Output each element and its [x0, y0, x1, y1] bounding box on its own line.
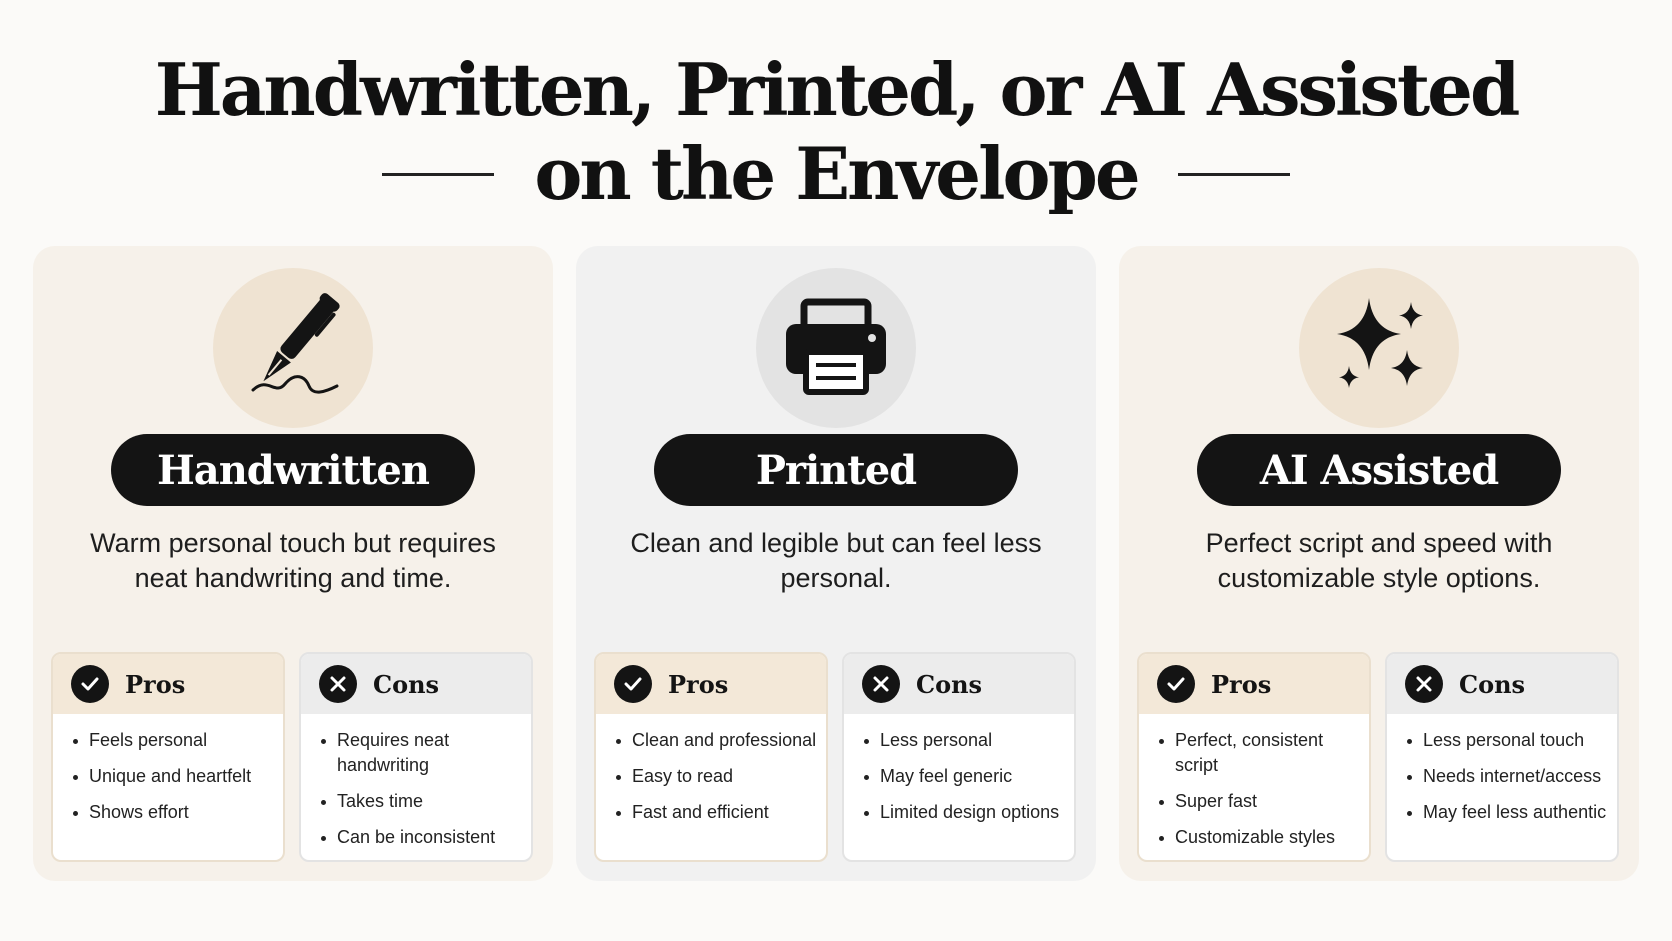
cons-title: Cons [916, 669, 983, 699]
pros-list [53, 714, 283, 825]
list-item: Less personal [862, 728, 1066, 753]
list-item: May feel less authentic [1405, 800, 1609, 825]
cons-list [844, 714, 1074, 825]
sparkles-icon [1299, 268, 1459, 428]
x-icon [862, 665, 900, 703]
title-line-2: on the Envelope [534, 131, 1138, 216]
description-ai-assisted: Perfect script and speed with customizable style options. [1205, 528, 1553, 593]
list-item: Feels personal [71, 728, 275, 753]
pros-header [596, 654, 826, 714]
list-item: May feel generic [862, 764, 1066, 789]
pros-title: Pros [668, 669, 729, 699]
x-icon [319, 665, 357, 703]
list-item: Unique and heartfelt [71, 764, 275, 789]
check-icon [614, 665, 652, 703]
title-line-1: Handwritten, Printed, or AI Assisted [154, 47, 1518, 132]
cons-header [1387, 654, 1617, 714]
pros-header [1139, 654, 1369, 714]
label-handwritten: Handwritten [111, 434, 475, 506]
list-item: Easy to read [614, 764, 818, 789]
pros-title: Pros [125, 669, 186, 699]
pros-box [51, 652, 285, 862]
pros-title: Pros [1211, 669, 1272, 699]
cons-box [299, 652, 533, 862]
title-rule-left [382, 173, 494, 176]
list-item: Customizable styles [1157, 825, 1361, 850]
list-item: Super fast [1157, 789, 1361, 814]
cons-title: Cons [373, 669, 440, 699]
card-printed [576, 246, 1096, 881]
cons-header [844, 654, 1074, 714]
title-line-2-row [0, 132, 1672, 216]
cons-list [1387, 714, 1617, 825]
printer-icon [756, 268, 916, 428]
list-item: Takes time [319, 789, 523, 814]
cons-box [1385, 652, 1619, 862]
list-item: Limited design options [862, 800, 1066, 825]
card-handwritten [33, 246, 553, 881]
list-item: Can be inconsistent [319, 825, 523, 850]
description-handwritten: Warm personal touch but requires neat handwriting and time. [90, 528, 496, 593]
page-title [0, 48, 1672, 216]
x-icon [1405, 665, 1443, 703]
label-ai-assisted: AI Assisted [1197, 434, 1561, 506]
list-item: Less personal touch [1405, 728, 1609, 753]
cons-title: Cons [1459, 669, 1526, 699]
cons-box [842, 652, 1076, 862]
pros-list [1139, 714, 1369, 850]
pros-header [53, 654, 283, 714]
list-item: Fast and efficient [614, 800, 818, 825]
list-item: Needs internet/access [1405, 764, 1609, 789]
list-item: Perfect, consistent script [1157, 728, 1361, 778]
description-printed: Clean and legible but can feel less personal. [630, 528, 1042, 593]
card-ai-assisted [1119, 246, 1639, 881]
list-item: Shows effort [71, 800, 275, 825]
pros-list [596, 714, 826, 825]
title-rule-right [1178, 173, 1290, 176]
pen-icon [213, 268, 373, 428]
list-item: Clean and professional [614, 728, 818, 753]
cons-header [301, 654, 531, 714]
label-printed: Printed [654, 434, 1018, 506]
check-icon [71, 665, 109, 703]
list-item: Requires neat handwriting [319, 728, 523, 778]
pros-box [594, 652, 828, 862]
check-icon [1157, 665, 1195, 703]
cons-list [301, 714, 531, 850]
pros-box [1137, 652, 1371, 862]
